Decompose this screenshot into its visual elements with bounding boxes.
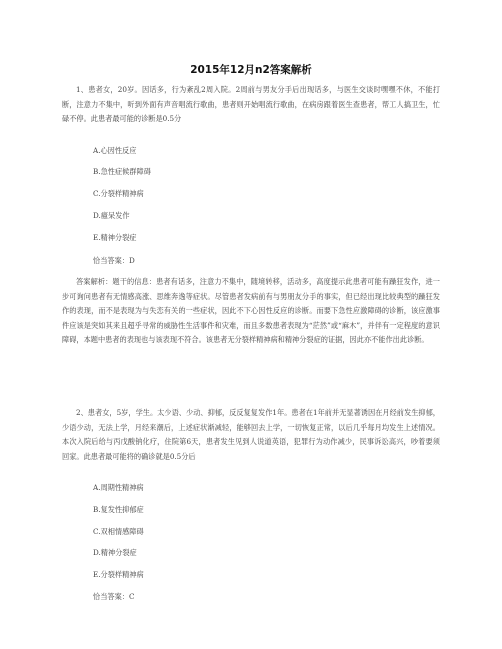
question-2-option-b: B.复发性抑郁症 — [93, 505, 144, 514]
question-1-option-a: A.心因性反应 — [93, 146, 137, 155]
question-1-stem: 1、患者女，20岁。因话多，行为紊乱2周入院。2周前与男友分手后出现话多，与医生交谈时嘿嘿不休，不能打断，注意力不集中，听到外面有声音唱流行歌曲，患者则开始唱流行歌曲，在病房跟着医生查患者，帮工人搞卫生，忙碌不停。此患者最可能的诊断是0.5分 — [62, 85, 440, 124]
question-2-option-c: C.双相情感障碍 — [93, 527, 144, 536]
question-2-answer: 恰当答案：C — [93, 592, 135, 601]
question-1-option-b: B.急性症候群障碍 — [93, 167, 151, 176]
document-title: 2015年12月n2答案解析 — [190, 64, 312, 76]
question-2-option-d: D.精神分裂症 — [93, 548, 137, 557]
question-2-option-e: E.分裂样精神病 — [93, 570, 144, 579]
question-1-analysis: 答案解析：题干的信息：患者有话多，注意力不集中，随境转移，活动多，高度提示此患者可能有躁狂发作，进一步可询问患者有无情感高涨、思维奔逸等症状。尽管患者发病前有与男朋友分手的事实，但已经出现比较典型的躁狂发作的表现，而不是表现为与失恋有关的一些症状，因此不下心因性反应的诊断。而要下急性应激障碍的诊断，该应激事件应该是突如其来且超乎寻常的威胁性生活事件和灾难，而且多数患者表现为“茫然”或“麻木”，并伴有一定程度的意识障碍，本题中患者的表现也与该表现不符合。该患者无分裂样精神病和精神分裂症的证据，因此亦不能作出此诊断。 — [62, 277, 440, 345]
question-1-option-c: C.分裂样精神病 — [93, 189, 144, 198]
question-1-option-e: E.精神分裂症 — [93, 233, 137, 242]
question-1-answer: 恰当答案：D — [93, 256, 135, 265]
question-2-option-a: A.周期性精神病 — [93, 483, 144, 492]
question-2-stem: 2、患者女，5岁，学生。太少语、少动、抑郁，反反复复发作1年。患者在1年前并无显著诱因在月经前发生抑郁，少语少动，无法上学，月经来潮后，上述症状渐减轻，能够回去上学，一切恢复正常，以后几乎每月均发生上述情况。本次入院后给与丙戊酸钠化疗，住院第6天，患者发生见到人说道英语，犯罪行为动作减少，民事诉讼高兴，吵着要须回家。此患者最可能将的确诊就是0.5分后 — [62, 408, 440, 461]
question-1-option-d: D.癔呆发作 — [93, 211, 130, 220]
